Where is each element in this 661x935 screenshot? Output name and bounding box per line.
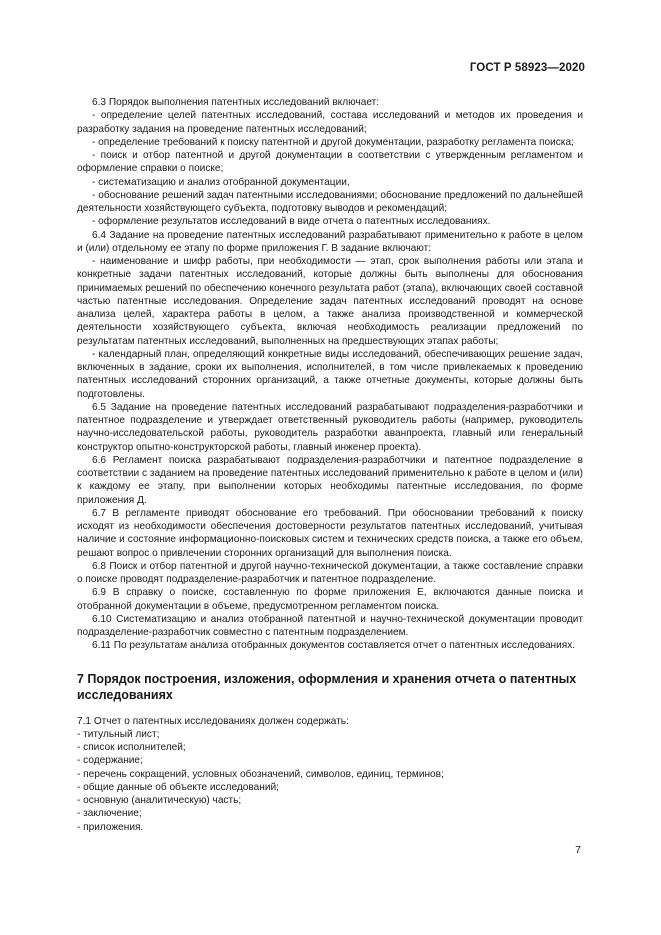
paragraph: - оформление результатов исследований в виде отчета о патентных исследованиях.	[92, 216, 491, 228]
list-intro: 7.1 Отчет о патентных исследованиях должен содержать:	[77, 715, 349, 727]
paragraph: - систематизацию и анализ отобранной документации,	[92, 176, 350, 188]
paragraph: - определение целей патентных исследований, состава исследований и методов их проведения и разработку задания на проведение патентных исследований;	[77, 110, 583, 135]
paragraph: 6.9 В справку о поиске, составленную по форме приложения Е, включаются данные поиска и отобранной документации в объеме, предусмотренном регламентом поиска.	[77, 587, 583, 612]
list-item: - приложения.	[77, 821, 144, 833]
paragraph: 6.11 По результатам анализа отобранных документов составляется отчет о патентных исследованиях.	[92, 640, 576, 652]
paragraph: 6.7 В регламенте приводят обоснование его требований. При обосновании требований к поиску исходят из необходимости обеспечения достоверности результатов патентных исследований, учитывая наличие и состояние информационно-поисковых систем и технических средств поиска, а также его объем, решают вопрос о привлечении сторонних организаций для выполнения поиска.	[77, 507, 583, 559]
paragraph: 6.3 Порядок выполнения патентных исследований включает:	[92, 97, 380, 108]
paragraph: - календарный план, определяющий конкретные виды исследований, обеспечивающих решение задач, включенных в задание, сроки их выполнения, исполнителей, в том числе привлекаемых к проведению патентных исследований сторонних организаций, а также отчетные документы, которые должны быть подготовлены.	[77, 348, 583, 400]
paragraph: - наименование и шифр работы, при необходимости — этап, срок выполнения работы или этапа и конкретные задачи патентных исследований, которые должны быть выполнены для обоснования принимаемых решений по обеспечению конечного результата работ (этапа), включающих своей составной частью патентные исследования. Определение задач патентных исследований проводят на основе анализа целей, характера работы в целом, а также анализа производственной и коммерческой деятельности хозяйствующего субъекта, включая необходимость реализации предложений по результатам патентных исследований, выполненных на предшествующих этапах работы;	[77, 256, 583, 347]
paragraph: 6.5 Задание на проведение патентных исследований разрабатывают подразделения-разработчики и патентное подразделение и утверждает ответственный руководитель работы (например, руководитель научно-исследовательской работы, руководитель разработки аванпроекта, главный или генеральный конструктор опытно-конструкторской работы, главный инженер проекта).	[77, 401, 583, 453]
paragraph: 6.8 Поиск и отбор патентной и другой научно-технической документации, а также составление справки о поиске проводят подразделение-разработчик и патентное подразделение.	[77, 560, 583, 585]
list-item: - список исполнителей;	[77, 742, 186, 753]
report-contents-list	[77, 715, 583, 834]
paragraph: 6.10 Систематизацию и анализ отобранной патентной и научно-технической документации проводит подразделение-разработчик совместно с патентным подразделением.	[77, 613, 583, 638]
list-item: - титульный лист;	[77, 728, 160, 740]
paragraph: - обоснование решений задач патентными исследованиями; обоснование предложений по дальнейшей деятельности хозяйствующего субъекта, подготовку выводов и рекомендаций;	[77, 189, 583, 214]
list-item: - содержание;	[77, 755, 143, 767]
paragraph: 6.6 Регламент поиска разрабатывают подразделения-разработчики и патентное подразделение в соответствии с заданием на проведение патентных исследований применительно к работе в целом и (или) к каждому ее этапу, при выполнении которых необходимы патентные исследования, по форме приложения Д.	[77, 454, 583, 506]
body-text	[77, 96, 583, 834]
paragraph: - определение требований к поиску патентной и другой документации, разработку регламента поиска;	[92, 136, 574, 148]
list-item: - заключение;	[77, 808, 142, 820]
paragraph: 6.4 Задание на проведение патентных исследований разрабатывают применительно к работе в целом и (или) отдельному ее этапу по форме приложения Г. В задание включают:	[77, 229, 583, 254]
paragraph: - поиск и отбор патентной и другой документации в соответствии с утвержденным регламентом и оформление справки о поиске;	[77, 150, 583, 175]
page-number: 7	[575, 844, 581, 856]
section-heading: 7 Порядок построения, изложения, оформления и хранения отчета о патентных исследованиях	[77, 671, 577, 702]
standard-header: ГОСТ Р 58923—2020	[469, 62, 585, 74]
list-item: - перечень сокращений, условных обозначений, символов, единиц, терминов;	[77, 768, 444, 780]
list-item: - общие данные об объекте исследований;	[77, 781, 279, 793]
list-item: - основную (аналитическую) часть;	[77, 795, 242, 806]
